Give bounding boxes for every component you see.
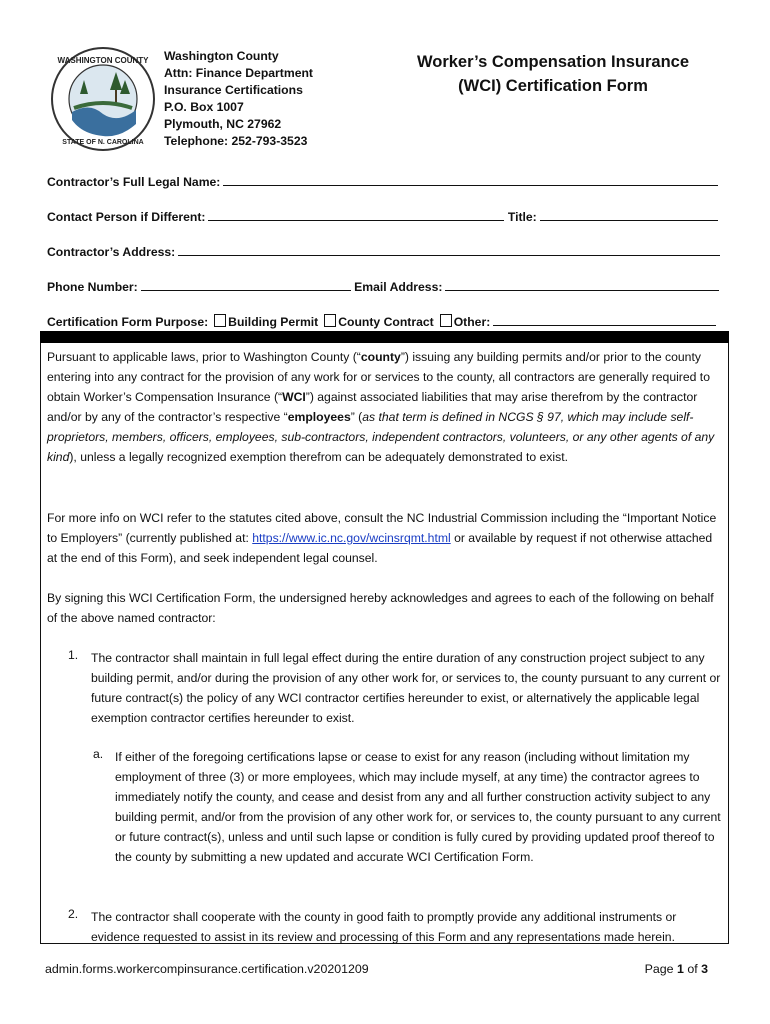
contact-person-row — [47, 207, 718, 224]
item-letter: a. — [93, 747, 104, 761]
contact-title-label: Title: — [507, 210, 537, 224]
page-prefix: Page — [644, 962, 677, 976]
text-span: For more info on WCI refer to the statutes cited above, consult the NC Industrial Commission including the “Important Notice to Employers” (currently published at: — [47, 511, 717, 545]
list-item-2 — [91, 907, 721, 947]
building-permit-label: Building Permit — [228, 315, 319, 329]
address-label: Contractor’s Address: — [47, 245, 176, 259]
item-number: 2. — [68, 907, 79, 921]
mailing-address — [164, 48, 313, 150]
list-item-a — [115, 747, 721, 867]
address-line: P.O. Box 1007 — [164, 100, 244, 114]
text-span: Pursuant to applicable laws, prior to Washington County (“ — [47, 350, 361, 364]
county-seal — [50, 46, 156, 152]
text-span: ” ( — [350, 410, 363, 424]
list-item-1 — [91, 648, 721, 728]
full-legal-name-row — [47, 172, 718, 189]
address-line: Plymouth, NC 27962 — [164, 117, 282, 131]
term-employees: employees — [287, 410, 351, 424]
term-county: county — [360, 350, 401, 364]
address-input[interactable] — [178, 242, 720, 256]
list-item-1-text: The contractor shall maintain in full legal effect during the entire duration of any construction project subject to any building permit, and/or during the provision of any other work for, or services to, the county pursuant to any current or future contract(s) the policy of any WCI contractor certifies hereunder to exist, or alternatively the applicable legal exemption contractor certifies hereunder to exist. — [91, 651, 721, 725]
address-line: Attn: Finance Department — [164, 66, 313, 80]
paragraph-more-info — [47, 508, 719, 568]
purpose-label: Certification Form Purpose: — [47, 315, 209, 329]
definition-italic: as that term is defined in NCGS § 97, which may include self-proprietors, members, officers, employees, sub-contractors, independent contractors, volunteers, or any other agents of any kind — [47, 410, 715, 464]
phone-label: Phone Number: — [47, 280, 138, 294]
svg-text:WASHINGTON COUNTY: WASHINGTON COUNTY — [57, 56, 149, 65]
document-id: admin.forms.workercompinsurance.certification.v20201209 — [45, 962, 369, 976]
list-item-2-text: The contractor shall cooperate with the county in good faith to promptly provide any additional instruments or evidence requested to assist in its review and processing of this Form and any representations made herein. — [91, 910, 677, 944]
contact-person-input[interactable] — [208, 207, 504, 221]
address-line: Telephone: 252-793-3523 — [164, 134, 308, 148]
term-wci: WCI — [282, 390, 306, 404]
county-contract-checkbox[interactable] — [324, 314, 336, 327]
paragraph-acknowledge — [47, 588, 719, 628]
section-divider-bar — [40, 331, 729, 343]
address-row — [47, 242, 720, 259]
paragraph-intro — [47, 347, 719, 467]
form-title — [392, 50, 714, 98]
ic-link[interactable]: https://www.ic.nc.gov/wcinsrqmt.html — [252, 531, 451, 545]
address-line: Washington County — [164, 49, 279, 63]
email-input[interactable] — [445, 277, 719, 291]
acknowledge-text: By signing this WCI Certification Form, the undersigned hereby acknowledges and agrees to each of the following on behalf of the above named contractor: — [47, 591, 714, 625]
page-of: of — [683, 962, 702, 976]
page-indicator — [645, 962, 708, 976]
form-title-line1: Worker’s Compensation Insurance — [416, 53, 690, 71]
full-legal-name-input[interactable] — [223, 172, 718, 186]
county-contract-label: County Contract — [338, 315, 434, 329]
other-label: Other: — [453, 315, 491, 329]
page-total: 3 — [701, 962, 708, 976]
purpose-row — [47, 312, 716, 329]
text-span: ), unless a legally recognized exemption therefrom can be adequately demonstrated to exist. — [69, 450, 568, 464]
text-span: ”) against associated liabilities that may arise therefrom by the contractor and/or by any of the contractor’s respective “ — [47, 390, 698, 424]
other-input[interactable] — [493, 312, 716, 326]
text-span: or available by request if not otherwise attached at the end of this Form), and seek independent legal counsel. — [47, 531, 713, 565]
contact-title-input[interactable] — [540, 207, 718, 221]
page-number: 1 — [676, 962, 684, 976]
form-title-line2: (WCI) Certification Form — [458, 77, 648, 95]
phone-input[interactable] — [141, 277, 351, 291]
full-legal-name-label: Contractor’s Full Legal Name: — [47, 175, 221, 189]
phone-email-row — [47, 277, 719, 294]
svg-text:STATE OF N. CAROLINA: STATE OF N. CAROLINA — [62, 139, 144, 146]
item-number: 1. — [68, 648, 79, 662]
other-checkbox[interactable] — [440, 314, 452, 327]
contact-person-label: Contact Person if Different: — [47, 210, 206, 224]
address-line: Insurance Certifications — [164, 83, 303, 97]
list-item-a-text: If either of the foregoing certifications lapse or cease to exist for any reason (including without limitation my employment of three (3) or more employees, which may include myself, at any time) the contractor agrees to immediately notify the county, and cease and desist from any and all further construction activity subject to any building permit, and/or from the provision of any other work for, or services to, the county pursuant to any current or future contract(s), unless and until such lapse or condition is fully cured by providing updated proof thereof to the county by submitting a new updated and accurate WCI Certification Form. — [115, 750, 721, 864]
email-label: Email Address: — [354, 280, 443, 294]
text-span: ”) issuing any building permits and/or prior to the county entering into any contract for the provision of any work for or services to the county, all contractors are generally required to obtain Worker’s Compensation Insurance (“ — [47, 350, 710, 404]
building-permit-checkbox[interactable] — [214, 314, 226, 327]
